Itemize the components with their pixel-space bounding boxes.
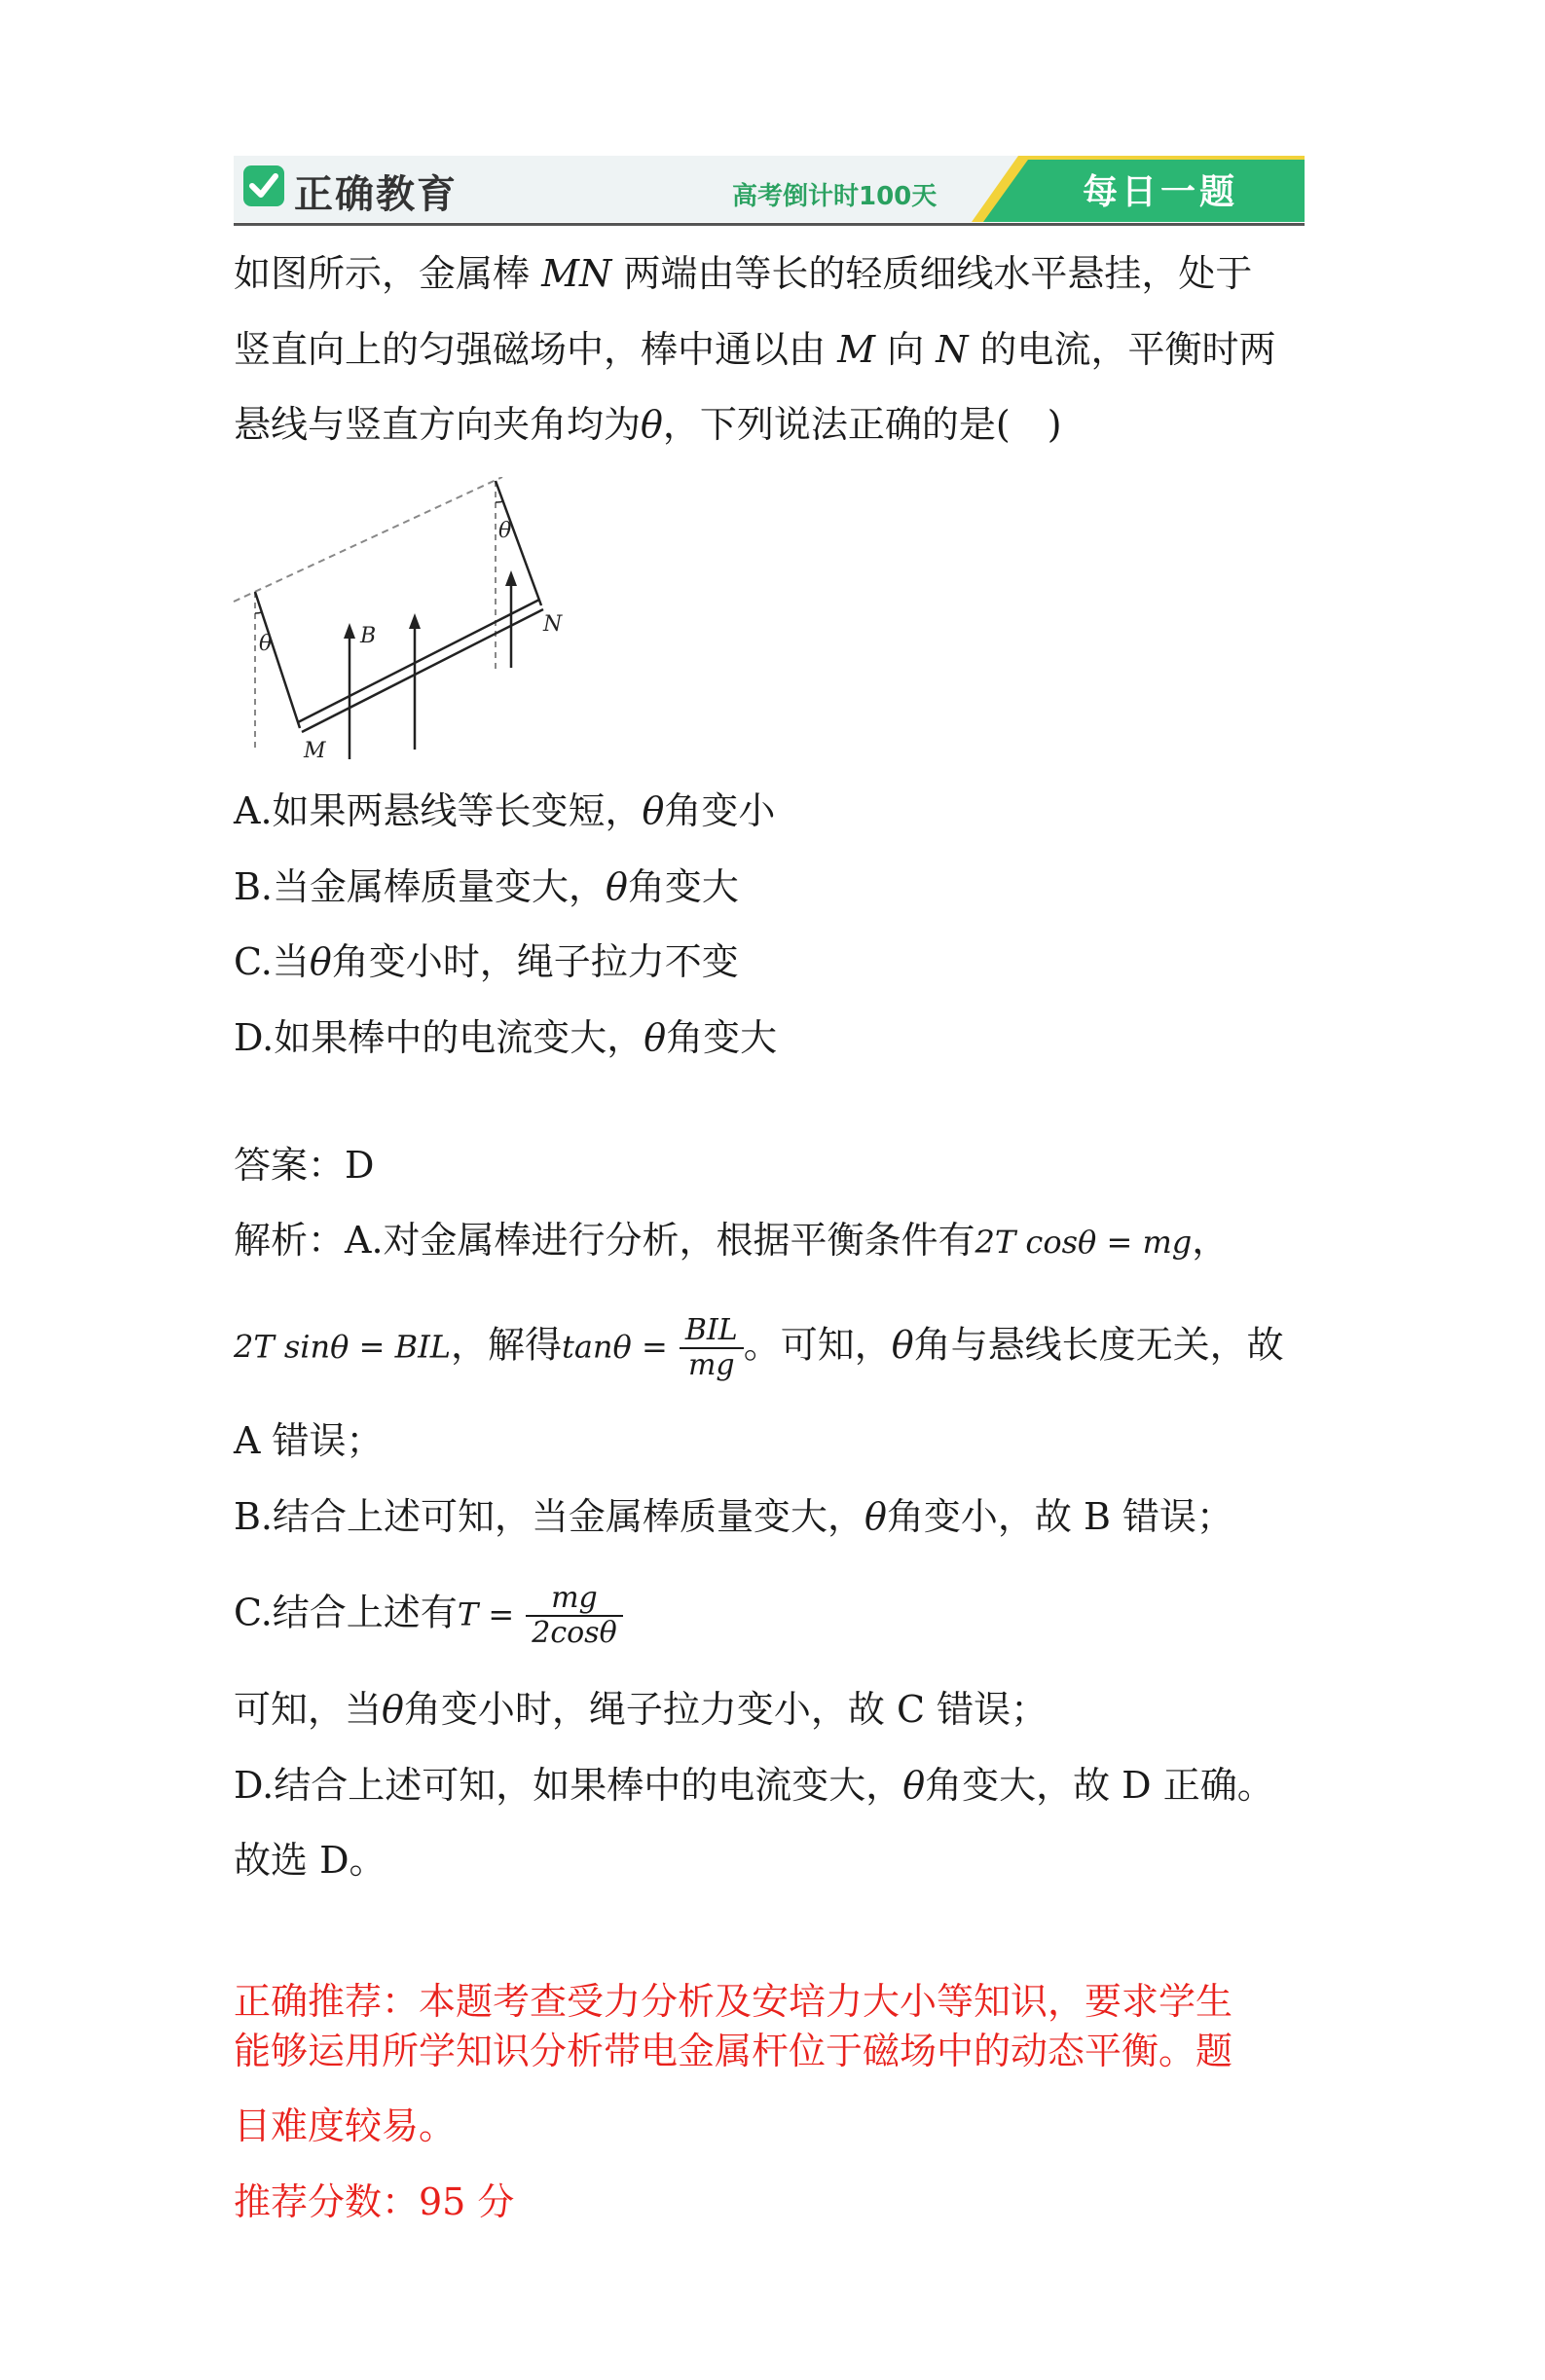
option-d: D.如果棒中的电流变大，θ角变大 (234, 1016, 778, 1059)
analysis-line-6: 可知，当θ角变小时，绳子拉力变小，故 C 错误； (234, 1688, 1048, 1731)
option-b: B.当金属棒质量变大，θ角变大 (234, 865, 739, 908)
analysis-line-1: 解析：A.对金属棒进行分析，根据平衡条件有2T cosθ = mg， (234, 1219, 1230, 1262)
analysis-line-7: D.结合上述可知，如果棒中的电流变大，θ角变大，故 D 正确。 (234, 1764, 1274, 1807)
end-N-label: N (543, 612, 563, 637)
theta-right-label: θ (498, 519, 512, 543)
question-line-2: 竖直向上的匀强磁场中，棒中通以由 M 向 N 的电流，平衡时两 (234, 328, 1276, 371)
field-B-label: B (360, 624, 377, 648)
analysis-line-4: B.结合上述可知，当金属棒质量变大，θ角变小，故 B 错误； (234, 1495, 1233, 1538)
countdown-text: 高考倒计时100天 (732, 182, 938, 211)
analysis-line-5: C.结合上述有T = $\frac{mg}{2\cos\theta}$ (234, 1582, 623, 1650)
check-logo-icon (243, 165, 284, 206)
fraction-mg-2cos: $\frac{mg}{2\cos\theta}$ (526, 1582, 622, 1650)
analysis-line-8: 故选 D。 (234, 1839, 386, 1882)
logo-text: 正确教育 (294, 172, 458, 217)
recommend-line-2: 能够运用所学知识分析带电金属杆位于磁场中的动态平衡。题 (234, 2030, 1233, 2072)
analysis-line-3: A 错误； (234, 1419, 384, 1462)
recommend-line-3: 目难度较易。 (234, 2105, 457, 2147)
analysis-line-2: 2T sinθ = BIL，解得tanθ = $\frac{\text{BIL}}{mg}$ 。可知，θ角与悬线长度无关，故 (234, 1313, 1284, 1382)
recommend-line-1: 正确推荐：本题考查受力分析及安培力大小等知识，要求学生 (234, 1980, 1233, 2023)
answer-line: 答案：D (234, 1144, 375, 1187)
option-c: C.当θ角变小时，绳子拉力不变 (234, 940, 739, 983)
question-line-3: 悬线与竖直方向夹角均为θ，下列说法正确的是( ) (234, 403, 1062, 446)
question-line-1: 如图所示，金属棒 MN 两端由等长的轻质细线水平悬挂，处于 (234, 252, 1253, 295)
header-divider (234, 223, 1305, 226)
option-a: A.如果两悬线等长变短，θ角变小 (234, 789, 776, 832)
end-M-label: M (304, 739, 326, 763)
recommend-score: 推荐分数：95 分 (234, 2180, 515, 2223)
physics-diagram (230, 477, 580, 769)
theta-left-label: θ (259, 632, 273, 656)
fraction-bil-mg: $\frac{\text{BIL}}{mg}$ (680, 1314, 744, 1382)
daily-label: 每日一题 (1083, 172, 1239, 212)
